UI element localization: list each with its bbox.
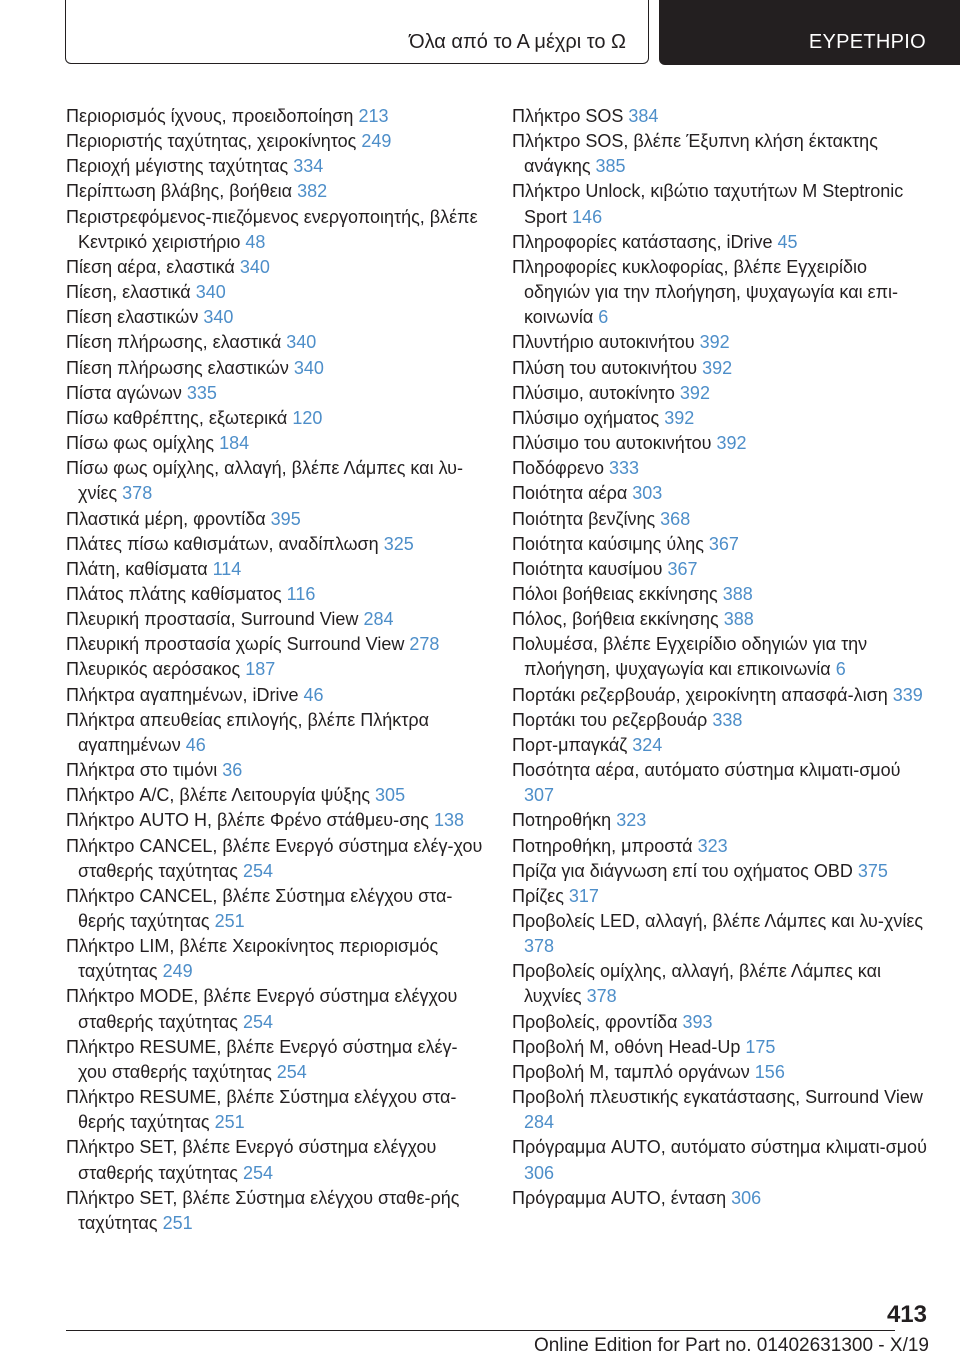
index-entry [512, 733, 932, 758]
index-entry [512, 557, 932, 582]
page-header [0, 0, 960, 66]
index-entry-text: Περιστρεφόμενος-πιεζόμενος ενεργοποιητής, βλέπε Κεντρικό χειριστήριο [66, 206, 478, 252]
index-entry-text: Πλευρικός αερόσακος [66, 659, 241, 680]
index-entry-page-link[interactable]: 335 [186, 382, 217, 403]
index-entry-text: Προβολείς, φροντίδα [512, 1011, 678, 1032]
index-entry-page-link[interactable]: 367 [667, 558, 698, 579]
index-entry-page-link[interactable]: 305 [375, 785, 406, 806]
index-entry-page-link[interactable]: 378 [524, 936, 555, 957]
index-entry-page-link[interactable]: 395 [270, 508, 301, 529]
index-entry-page-link[interactable]: 120 [292, 407, 323, 428]
index-entry-text: Πίσω φως ομίχλης, αλλαγή, βλέπε Λάμπες και λυ-χνίες [66, 458, 463, 504]
index-entry-text: Ποσότητα αέρα, αυτόματο σύστημα κλιματι-σμού [512, 760, 901, 781]
index-entry-page-link[interactable]: 116 [286, 583, 316, 604]
index-entry-text: Πλήκτρο Unlock, κιβώτιο ταχυτήτων M Steptronic Sport [512, 181, 904, 227]
index-entry-text: Πλήκτρο SET, βλέπε Ενεργό σύστημα ελέγχου σταθερής ταχύτητας [66, 1137, 437, 1183]
index-entry-text: Πορτάκι ρεζερβουάρ, χειροκίνητη απασφά-λιση [512, 684, 888, 705]
index-entry [512, 179, 932, 229]
index-entry-text: Ποιότητα καύσιμης ύλης [512, 533, 704, 554]
index-entry-text: Πλήκτρα απευθείας επιλογής, βλέπε Πλήκτρα αγαπημένων [66, 709, 430, 755]
index-entry-text: Πλύση του αυτοκινήτου [512, 357, 698, 378]
index-entry-text: Πλήκτρο SET, βλέπε Σύστημα ελέγχου σταθε-ρής ταχύτητας [66, 1187, 460, 1233]
index-entry [512, 381, 932, 406]
index-entry-page-link[interactable]: 175 [745, 1036, 776, 1057]
index-entry [66, 179, 486, 204]
index-entry-page-link[interactable]: 251 [214, 1112, 245, 1133]
index-entry [66, 582, 486, 607]
index-entry [66, 1085, 486, 1135]
index-entry-text: Πλευρική προστασία χωρίς Surround View [66, 634, 405, 655]
index-entry-text: Ποιότητα αέρα [512, 483, 628, 504]
index-entry-page-link[interactable]: 36 [222, 760, 243, 781]
index-entry-page-link[interactable]: 284 [363, 609, 394, 630]
index-entry-text: Προβολή M, οθόνη Head-Up [512, 1036, 741, 1057]
index-entry [66, 632, 486, 657]
index-entry-page-link[interactable]: 254 [242, 1011, 274, 1032]
index-entry-page-link[interactable]: 375 [857, 860, 888, 881]
footer-edition-text: Online Edition for Part no. 01402631300 - X/19 [533, 1335, 929, 1356]
index-entry-text: Πλήκτρο LIM, βλέπε Χειροκίνητος περιορισμός ταχύτητας [66, 936, 439, 982]
index-entry-page-link[interactable]: 254 [242, 1162, 274, 1183]
index-entry-text: Πλήκτρο RESUME, βλέπε Ενεργό σύστημα ελέγ-χου σταθερής ταχύτητας [66, 1036, 458, 1082]
index-entry-text: Πλαστικά μέρη, φροντίδα [66, 508, 266, 529]
index-entry-page-link[interactable]: 254 [276, 1061, 307, 1082]
index-entry [512, 330, 932, 355]
index-entry-page-link[interactable]: 333 [609, 458, 640, 479]
index-entry-text: Πλάτες πίσω καθισμάτων, αναδίπλωση [66, 533, 379, 554]
index-entry-text: Πόλος, βοήθεια εκκίνησης [512, 609, 719, 630]
index-entry [66, 607, 486, 632]
index-entry-page-link[interactable]: 46 [185, 734, 206, 755]
index-entry [66, 330, 486, 355]
index-entry-page-link[interactable]: 184 [219, 433, 250, 454]
index-entry-text: Προβολείς LED, αλλαγή, βλέπε Λάμπες και λυ-χνίες [512, 911, 924, 931]
index-entry-text: Πορτάκι του ρεζερβουάρ [512, 709, 708, 730]
index-entry [66, 984, 486, 1034]
index-entry [512, 456, 932, 481]
index-entry [66, 1035, 486, 1085]
index-entry [512, 859, 932, 884]
index-entry-page-link[interactable]: 339 [892, 684, 923, 705]
index-entry [512, 129, 932, 179]
index-entry-text: Πρόγραμμα AUTO, αυτόματο σύστημα κλιματι-σμού [512, 1137, 927, 1158]
index-entry-page-link[interactable]: 114 [212, 558, 242, 579]
footer-divider [66, 1330, 895, 1331]
index-entry-text: Πλήκτρα αγαπημένων, iDrive [66, 684, 299, 705]
index-entry [66, 507, 486, 532]
index-entry [66, 834, 486, 884]
index-entry [66, 783, 486, 808]
index-entry-page-link[interactable]: 384 [628, 106, 659, 126]
index-entry-page-link[interactable]: 378 [586, 986, 617, 1007]
page-number: 413 [886, 1301, 927, 1328]
index-entry-text: Πόλοι βοήθειας εκκίνησης [512, 583, 718, 604]
index-entry [66, 1135, 486, 1185]
index-entry [512, 1035, 932, 1060]
index-tab [659, 0, 960, 65]
index-entry-text: Πίεση ελαστικών [66, 307, 199, 328]
index-entry-page-link[interactable]: 48 [245, 231, 266, 252]
index-entry [512, 959, 932, 1009]
index-entry-text: Περιοχή μέγιστης ταχύτητας [66, 156, 289, 177]
index-entry-page-link[interactable]: 303 [632, 483, 663, 504]
index-entry [512, 708, 932, 733]
index-entry [512, 1186, 932, 1211]
index-entry-text: Πλύσιμο του αυτοκινήτου [512, 433, 712, 454]
index-entry-page-link[interactable]: 325 [383, 533, 414, 554]
index-entry [512, 431, 932, 456]
index-entry-page-link[interactable]: 251 [162, 1212, 193, 1233]
index-entry [512, 909, 932, 959]
index-entry-text: Πλάτος πλάτης καθίσματος [66, 583, 282, 604]
index-entry [66, 708, 486, 758]
index-entry-text: Πίσω καθρέπτης, εξωτερικά [66, 407, 288, 428]
index-entry-page-link[interactable]: 284 [524, 1112, 555, 1133]
index-entry-page-link[interactable]: 138 [433, 810, 464, 831]
index-entry-page-link[interactable]: 213 [358, 106, 389, 126]
index-entry [512, 758, 932, 808]
index-entry-page-link[interactable]: 334 [293, 156, 324, 177]
index-entry-page-link[interactable]: 6 [598, 307, 609, 328]
index-entry-page-link[interactable]: 340 [195, 282, 226, 303]
index-entry-text: Ποτηροθήκη [512, 810, 612, 831]
index-entry-text: Πλήκτρο MODE, βλέπε Ενεργό σύστημα ελέγχου σταθερής ταχύτητας [66, 986, 458, 1032]
index-entry-page-link[interactable]: 392 [716, 433, 747, 454]
index-entry [66, 255, 486, 280]
index-entry [66, 1186, 486, 1236]
index-entry-text: Πρίζα για διάγνωση επί του οχήματος OBD [512, 860, 853, 881]
index-entry-text: Περιοριστής ταχύτητας, χειροκίνητος [66, 131, 357, 152]
index-entry-page-link[interactable]: 340 [203, 307, 234, 328]
index-entry [512, 1010, 932, 1035]
index-entry-page-link[interactable]: 251 [214, 911, 245, 931]
index-entry-page-link[interactable]: 46 [303, 684, 324, 705]
index-entry [512, 481, 932, 506]
index-entry-text: Πίστα αγώνων [66, 382, 182, 403]
index-entry-text: Ποδόφρενο [512, 458, 604, 479]
index-entry-text: Πίεση πλήρωσης, ελαστικά [66, 332, 282, 353]
index-entry [66, 406, 486, 431]
index-entry-page-link[interactable]: 393 [682, 1011, 713, 1032]
index-entry-page-link[interactable]: 340 [286, 332, 317, 353]
index-entry-text: Πολυμέσα, βλέπε Εγχειρίδιο οδηγιών για την πλοήγηση, ψυχαγωγία και επικοινωνία [512, 634, 868, 680]
index-entry [66, 205, 486, 255]
index-entry-text: Πλήκτρο RESUME, βλέπε Σύστημα ελέγχου στα-θερής ταχύτητας [66, 1087, 457, 1133]
index-entry-text: Περίπτωση βλάβης, βοήθεια [66, 181, 293, 202]
index-entry-page-link[interactable]: 306 [731, 1187, 762, 1208]
index-entry-page-link[interactable]: 307 [524, 785, 555, 806]
index-entry [512, 230, 932, 255]
index-entry [512, 255, 932, 330]
index-entry [66, 381, 486, 406]
index-entry-text: Πλήκτρο CANCEL, βλέπε Σύστημα ελέγχου στα-θερής ταχύτητας [66, 885, 453, 931]
index-entry [66, 934, 486, 984]
index-entry-page-link[interactable]: 392 [664, 407, 695, 428]
index-entry-text: Πλυντήριο αυτοκινήτου [512, 332, 695, 353]
index-entry [512, 683, 932, 708]
index-entry [512, 632, 932, 682]
index-entry-text: Πίεση, ελαστικά [66, 282, 191, 303]
index-entry [512, 532, 932, 557]
index-entry-page-link[interactable]: 6 [835, 659, 846, 680]
index-entry [512, 582, 932, 607]
index-column-left [66, 104, 486, 1236]
index-entry [512, 884, 932, 909]
index-entry [66, 104, 486, 129]
index-entry-text: Προβολή M, ταμπλό οργάνων [512, 1061, 750, 1082]
index-entry-page-link[interactable]: 388 [723, 609, 754, 630]
index-entry-text: Πληροφορίες κατάστασης, iDrive [512, 231, 773, 252]
index-entry-text: Περιορισμός ίχνους, προειδοποίηση [66, 106, 354, 126]
index-entry [66, 808, 486, 833]
index-entry-page-link[interactable]: 388 [722, 583, 753, 604]
index-entry-text: Πρόγραμμα AUTO, ένταση [512, 1187, 727, 1208]
index-entry-text: Πίσω φως ομίχλης [66, 433, 215, 454]
section-title: Όλα από το Α μέχρι το Ω [409, 31, 626, 53]
index-entry [66, 557, 486, 582]
index-entry-text: Πλύσιμο, αυτοκίνητο [512, 382, 675, 403]
index-column-right [512, 104, 932, 1211]
index-entry-text: Πλήκτρο AUTO H, βλέπε Φρένο στάθμευ-σης [66, 810, 429, 831]
index-entry [66, 280, 486, 305]
index-entry-text: Προβολείς ομίχλης, αλλαγή, βλέπε Λάμπες και λυχνίες [512, 961, 881, 1007]
index-entry-text: Πλευρική προστασία, Surround View [66, 609, 359, 630]
index-entry-page-link[interactable]: 392 [702, 357, 733, 378]
index-entry-text: Πλήκτρο SOS [512, 106, 624, 126]
index-entry-page-link[interactable]: 324 [632, 734, 663, 755]
index-entry-text: Προβολή πλευστικής εγκατάστασης, Surround View [512, 1087, 923, 1108]
index-entry [66, 683, 486, 708]
index-entry [66, 758, 486, 783]
index-entry [512, 607, 932, 632]
index-entry [512, 1085, 932, 1135]
index-label: ΕΥΡΕΤΗΡΙΟ [808, 31, 926, 53]
index-entry [66, 154, 486, 179]
index-entry [66, 305, 486, 330]
index-entry-page-link[interactable]: 317 [568, 885, 599, 906]
index-entry-page-link[interactable]: 378 [122, 483, 153, 504]
section-tab [65, 0, 649, 64]
index-entry [512, 507, 932, 532]
index-entry [512, 834, 932, 859]
index-entry-text: Πλύσιμο οχήματος [512, 407, 660, 428]
index-entry [512, 104, 932, 129]
index-entry-text: Ποιότητα καυσίμου [512, 558, 663, 579]
index-entry-page-link[interactable]: 323 [616, 810, 647, 831]
index-entry-page-link[interactable]: 323 [697, 835, 728, 856]
index-entry-page-link[interactable]: 392 [679, 382, 710, 403]
index-entry-page-link[interactable]: 382 [297, 181, 328, 202]
index-entry [66, 356, 486, 381]
index-entry [512, 1060, 932, 1085]
index-entry-page-link[interactable]: 146 [572, 206, 603, 227]
index-entry [512, 406, 932, 431]
index-entry [66, 456, 486, 506]
index-entry [66, 431, 486, 456]
index-entry [66, 129, 486, 154]
index-entry-text: Πλήκτρα στο τιμόνι [66, 760, 218, 781]
index-entry-page-link[interactable]: 156 [754, 1061, 785, 1082]
index-entry [66, 884, 486, 934]
index-entry-page-link[interactable]: 187 [245, 659, 276, 680]
index-entry [512, 356, 932, 381]
index-entry [512, 808, 932, 833]
index-entry-page-link[interactable]: 340 [239, 256, 270, 277]
index-entry-page-link[interactable]: 385 [595, 156, 626, 177]
index-entry-page-link[interactable]: 392 [699, 332, 730, 353]
index-entry-page-link[interactable]: 249 [162, 961, 193, 982]
index-entry-page-link[interactable]: 254 [242, 860, 274, 881]
index-entry [512, 1135, 932, 1185]
index-entry-text: Πίεση αέρα, ελαστικά [66, 256, 235, 277]
index-entry-page-link[interactable]: 338 [712, 709, 743, 730]
index-entry-text: Πληροφορίες κυκλοφορίας, βλέπε Εγχειρίδιο οδηγιών για την πλοήγηση, ψυχαγωγία και επι-κοινωνία [512, 256, 899, 328]
index-entry-text: Πορτ-μπαγκάζ [512, 734, 628, 755]
index-entry-page-link[interactable]: 340 [293, 357, 324, 378]
index-entry-text: Πλήκτρο CANCEL, βλέπε Ενεργό σύστημα ελέγ-χου σταθερής ταχύτητας [66, 835, 483, 881]
index-entry-text: Πρίζες [512, 885, 564, 906]
index-entry [66, 532, 486, 557]
index-entry-page-link[interactable]: 278 [409, 634, 440, 655]
index-entry-text: Ποιότητα βενζίνης [512, 508, 656, 529]
index-entry-text: Πλήκτρο SOS, βλέπε Έξυπνη κλήση έκτακτης ανάγκης [512, 131, 878, 177]
index-entry-page-link[interactable]: 249 [361, 131, 392, 152]
index-entry-page-link[interactable]: 45 [777, 231, 798, 252]
index-entry-text: Πίεση πλήρωσης ελαστικών [66, 357, 289, 378]
index-entry-page-link[interactable]: 368 [660, 508, 691, 529]
index-entry-text: Πλήκτρο A/C, βλέπε Λειτουργία ψύξης [66, 785, 371, 806]
index-entry [66, 657, 486, 682]
index-entry-page-link[interactable]: 367 [708, 533, 739, 554]
index-entry-text: Πλάτη, καθίσματα [66, 558, 208, 579]
index-entry-text: Ποτηροθήκη, μπροστά [512, 835, 693, 856]
index-entry-page-link[interactable]: 306 [524, 1162, 555, 1183]
